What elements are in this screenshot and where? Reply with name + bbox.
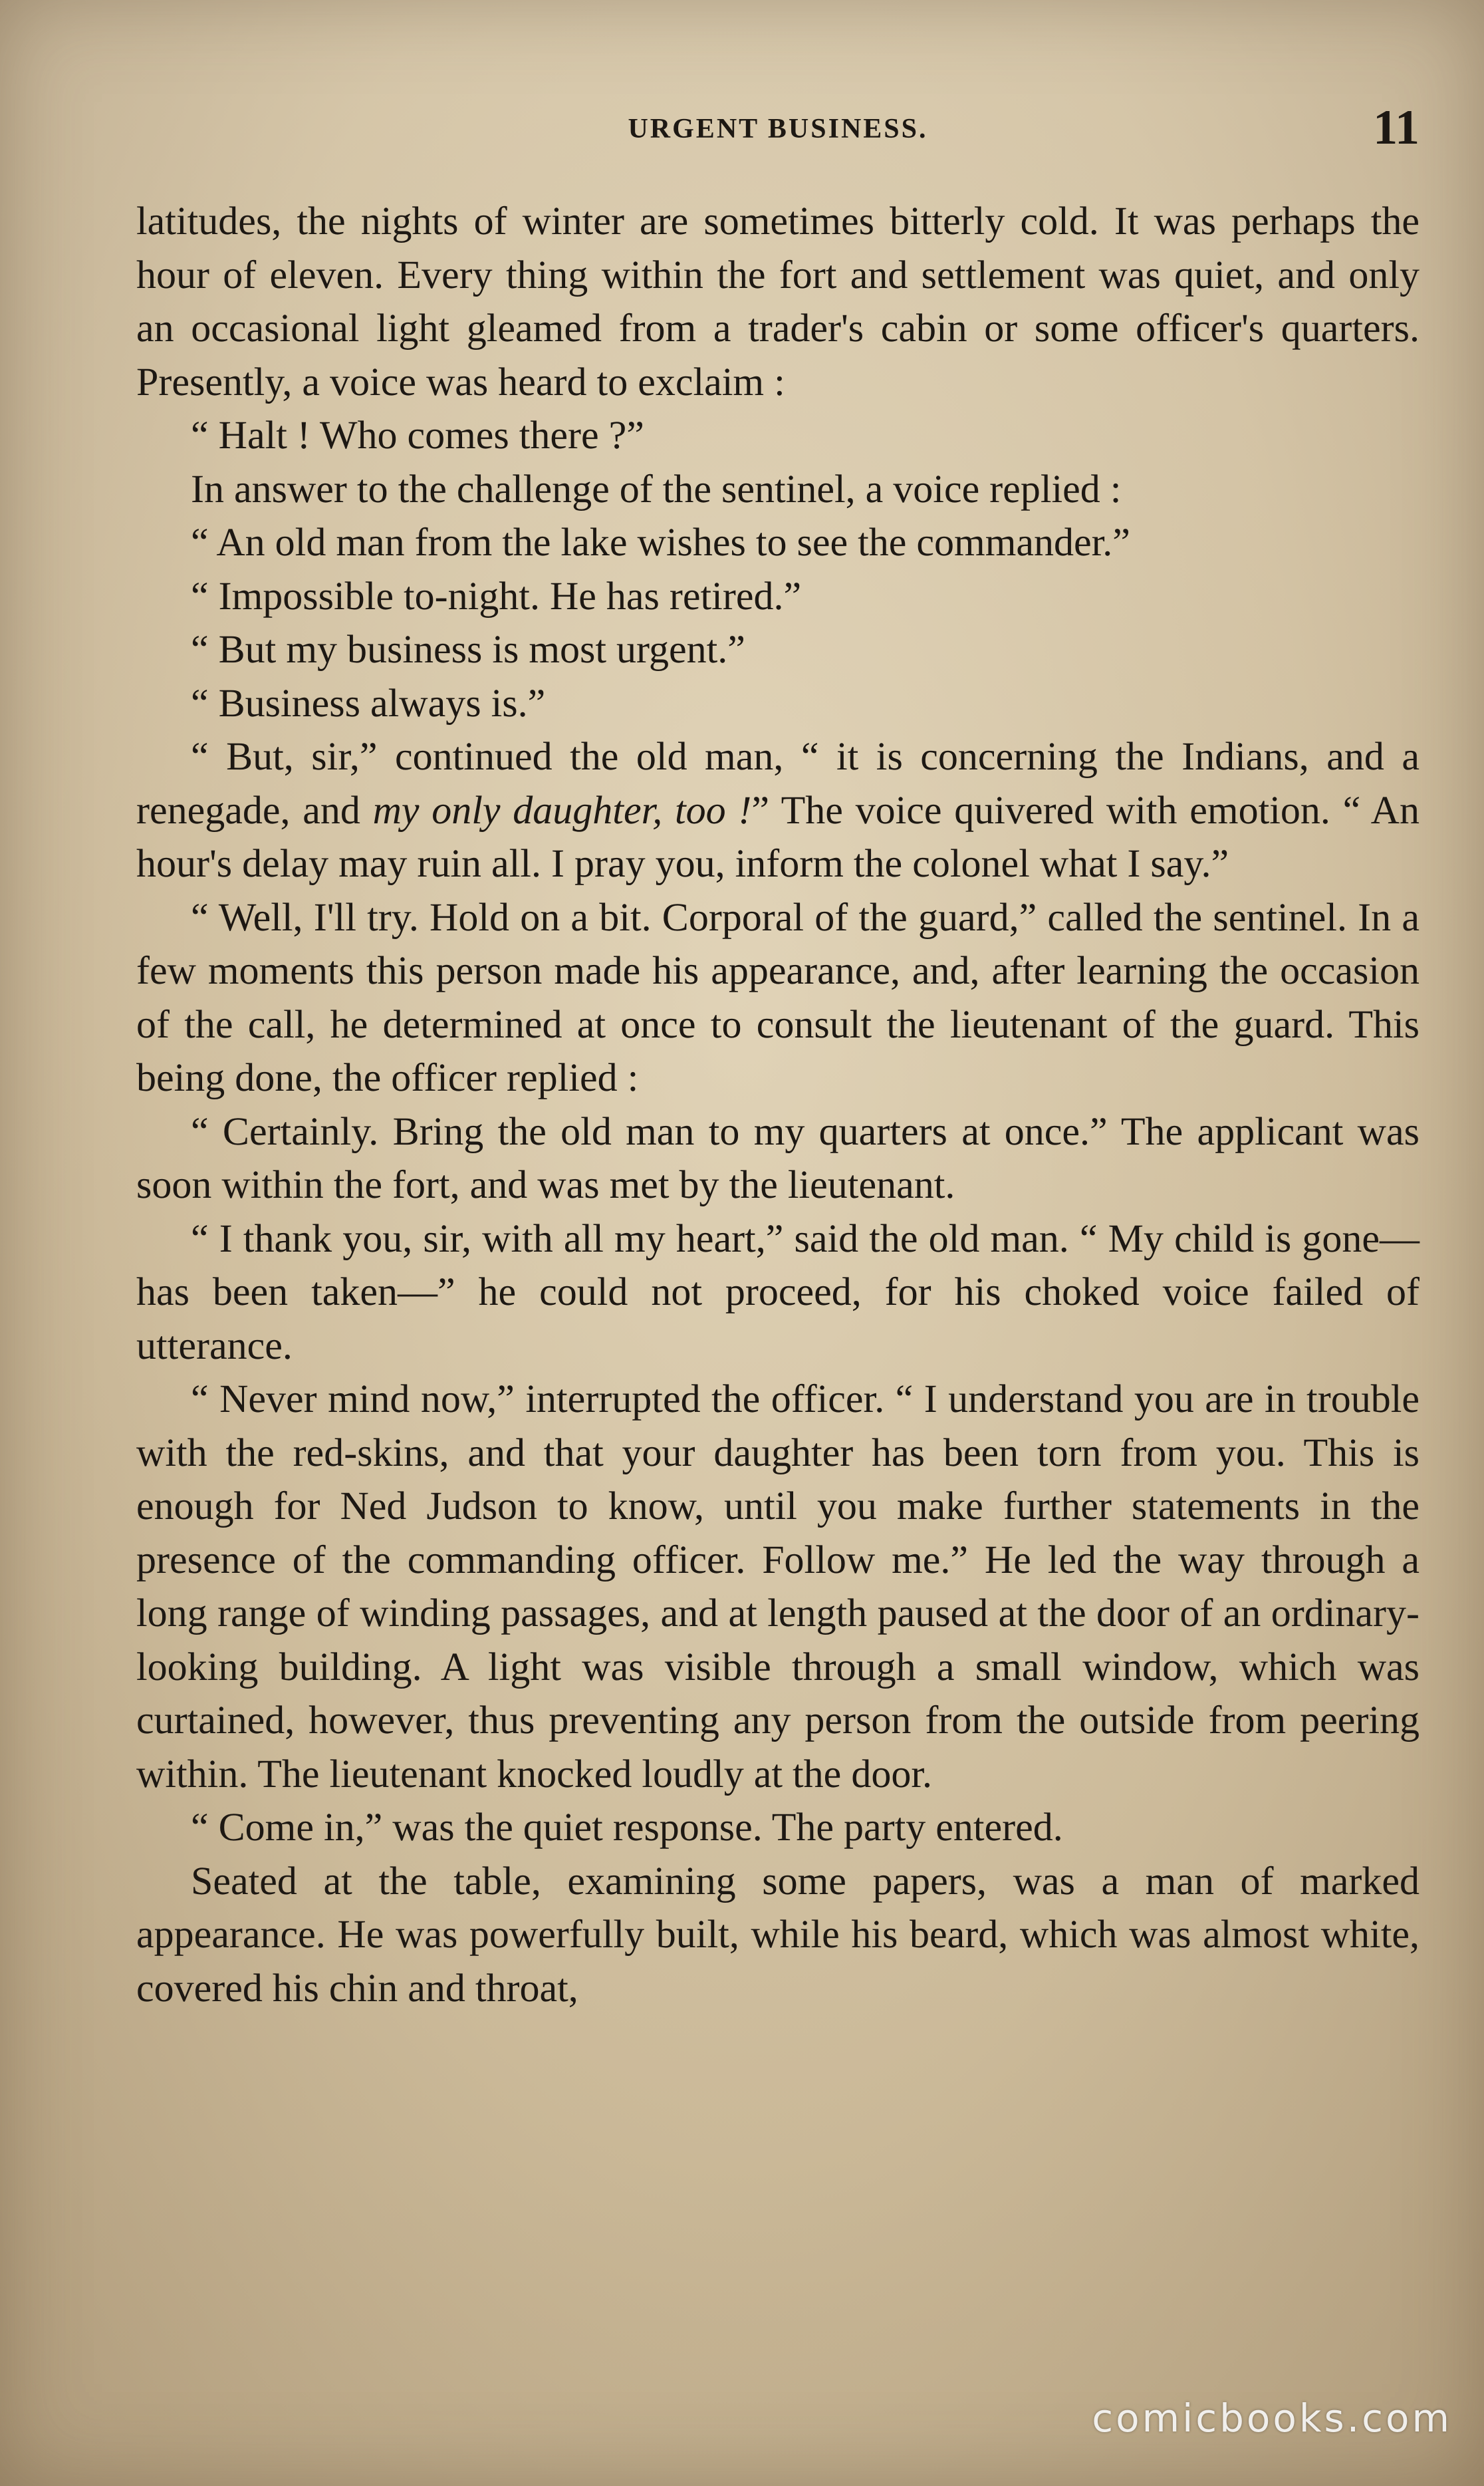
paragraph: “ Well, I'll try. Hold on a bit. Corporal of the guard,” called the sentinel. In a few moments this person made his appearance, and, after learning the occasion of the call, he determined at once to consult the lieutenant of the guard. This being done, the officer replied : <box>136 895 1420 1099</box>
page-number: 11 <box>1373 100 1420 155</box>
paragraph: “ I thank you, sir, with all my heart,” said the old man. “ My child is gone—has been taken—” he could not proceed, for his choked voice failed of utterance. <box>136 1216 1420 1367</box>
running-head: URGENT BUSINESS. <box>628 114 928 144</box>
watermark: comicbooks.com <box>1092 2396 1452 2441</box>
paragraph: “ Come in,” was the quiet response. The party entered. <box>191 1805 1063 1849</box>
italic-phrase: my only daughter, too ! <box>372 787 752 832</box>
paragraph: “ Business always is.” <box>191 680 546 725</box>
paragraph: “ But my business is most urgent.” <box>191 627 745 671</box>
page-header <box>136 100 1420 153</box>
paragraph: Seated at the table, examining some papers, was a man of marked appearance. He was powerfully built, while his beard, which was almost white, covered his chin and throat, <box>136 1858 1420 2010</box>
paragraph-text: ” The voice quivered with emotion. “ An hour's delay may ruin all. I pray you, inform the colonel what I say.” <box>136 787 1420 885</box>
paragraph: latitudes, the nights of winter are sometimes bitterly cold. It was perhaps the hour of eleven. Every thing within the fort and settlement was quiet, and only an occasional light gleamed from a trader's cabin or some officer's quarters. Presently, a voice was heard to exclaim : <box>136 199 1420 404</box>
paragraph: “ An old man from the lake wishes to see the commander.” <box>191 520 1130 564</box>
paragraph: “ Impossible to-night. He has retired.” <box>191 573 802 618</box>
paragraph: “ Never mind now,” interrupted the officer. “ I understand you are in trouble with the red-skins, and that your daughter has been torn from you. This is enough for Ned Judson to know, until you make further statements in the presence of the commanding officer. Follow me.” He led the way through a long range of winding passages, and at length paused at the door of an ordinary-looking building. A light was visible through a small window, which was curtained, however, thus preventing any person from the outside from peering within. The lieutenant knocked loudly at the door. <box>136 1377 1420 1796</box>
paragraph-text: “ But, sir,” continued the old man, “ it is concerning the Indians, and a renegade, and <box>136 734 1420 832</box>
paragraph <box>136 730 1420 891</box>
paragraph: “ Halt ! Who comes there ?” <box>191 413 644 457</box>
paragraph: In answer to the challenge of the sentinel, a voice replied : <box>191 466 1122 511</box>
body-text <box>136 194 1420 2014</box>
paragraph: “ Certainly. Bring the old man to my quarters at once.” The applicant was soon within the fort, and was met by the lieutenant. <box>136 1109 1420 1206</box>
